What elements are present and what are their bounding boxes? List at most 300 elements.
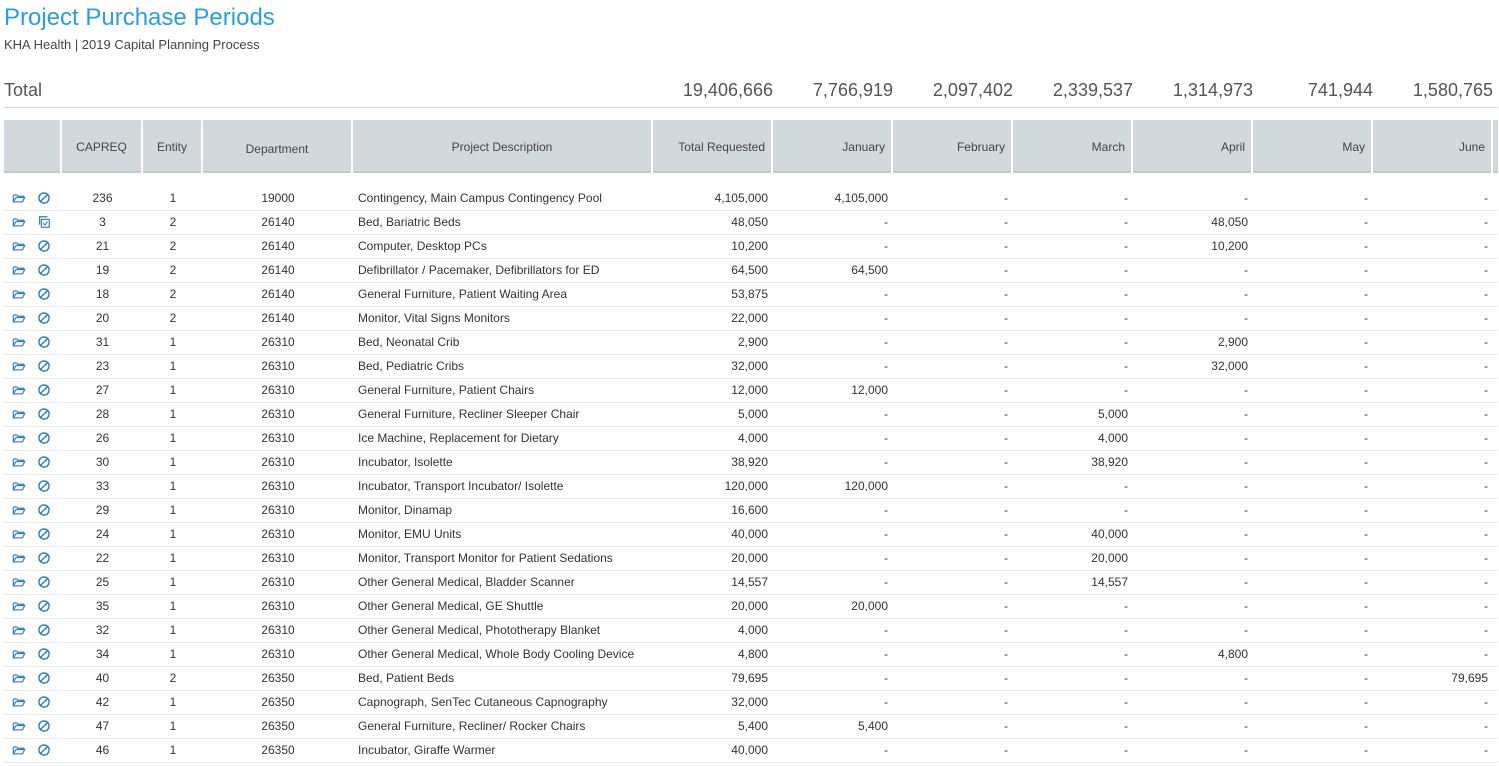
check-circle-icon[interactable]	[37, 359, 51, 373]
header-june[interactable]: June	[1373, 120, 1493, 173]
department-cell: 26350	[261, 719, 295, 733]
april-cell: -	[1244, 311, 1248, 325]
capreq-cell: 34	[95, 647, 110, 661]
june-cell: -	[1484, 239, 1488, 253]
folder-open-icon[interactable]	[12, 671, 26, 685]
check-circle-icon[interactable]	[37, 503, 51, 517]
february-cell: -	[1004, 695, 1008, 709]
folder-open-icon[interactable]	[12, 527, 26, 541]
february-cell: -	[1004, 503, 1008, 517]
folder-open-icon[interactable]	[12, 359, 26, 373]
total-requested-cell: 40,000	[731, 527, 768, 541]
march-cell: -	[1124, 503, 1128, 517]
may-cell: -	[1364, 263, 1368, 277]
table-row[interactable]	[4, 643, 1498, 667]
may-cell: -	[1364, 407, 1368, 421]
check-circle-icon[interactable]	[37, 719, 51, 733]
header-entity[interactable]: Entity	[143, 120, 203, 173]
table-header	[4, 120, 1498, 173]
february-cell: -	[1004, 527, 1008, 541]
may-cell: -	[1364, 719, 1368, 733]
june-cell: -	[1484, 215, 1488, 229]
description-cell: Incubator, Isolette	[358, 455, 453, 469]
table-row[interactable]	[4, 187, 1498, 211]
folder-open-icon[interactable]	[12, 743, 26, 757]
april-cell: -	[1244, 455, 1248, 469]
entity-cell: 1	[169, 191, 177, 205]
january-cell: 4,105,000	[834, 191, 888, 205]
march-cell: -	[1124, 191, 1128, 205]
february-cell: -	[1004, 383, 1008, 397]
june-cell: -	[1484, 359, 1488, 373]
folder-open-icon[interactable]	[12, 431, 26, 445]
march-cell: 20,000	[1091, 551, 1128, 565]
description-cell: Monitor, EMU Units	[358, 527, 462, 541]
june-cell: -	[1484, 263, 1488, 277]
check-circle-icon[interactable]	[37, 599, 51, 613]
february-cell: -	[1004, 599, 1008, 613]
folder-open-icon[interactable]	[12, 647, 26, 661]
april-cell: -	[1244, 431, 1248, 445]
description-cell: Ice Machine, Replacement for Dietary	[358, 431, 559, 445]
folder-open-icon[interactable]	[12, 311, 26, 325]
june-cell: -	[1484, 719, 1488, 733]
total-requested-cell: 2,900	[737, 335, 768, 349]
header-total-requested[interactable]: Total Requested	[653, 120, 773, 173]
table-row[interactable]	[4, 235, 1498, 259]
capreq-cell: 35	[95, 599, 110, 613]
department-cell: 26310	[261, 359, 295, 373]
check-circle-icon[interactable]	[37, 431, 51, 445]
may-cell: -	[1364, 239, 1368, 253]
table-row[interactable]	[4, 571, 1498, 595]
folder-open-icon[interactable]	[12, 695, 26, 709]
table-row[interactable]	[4, 379, 1498, 403]
department-cell: 26310	[261, 623, 295, 637]
department-cell: 26140	[261, 311, 295, 325]
february-cell: -	[1004, 623, 1008, 637]
june-cell: -	[1484, 743, 1488, 757]
capreq-cell: 30	[95, 455, 110, 469]
table-row[interactable]	[4, 547, 1498, 571]
total-requested-cell: 32,000	[731, 695, 768, 709]
folder-open-icon[interactable]	[12, 239, 26, 253]
total-requested-cell: 12,000	[731, 383, 768, 397]
description-cell: Other General Medical, GE Shuttle	[358, 599, 544, 613]
may-cell: -	[1364, 455, 1368, 469]
entity-cell: 1	[169, 407, 177, 421]
header-january[interactable]: January	[773, 120, 893, 173]
march-cell: -	[1124, 647, 1128, 661]
total-january-value: 7,766,919	[812, 80, 893, 100]
description-cell: Other General Medical, Phototherapy Blanket	[358, 623, 601, 637]
capreq-cell: 3	[99, 215, 106, 229]
may-cell: -	[1364, 383, 1368, 397]
entity-cell: 1	[169, 647, 177, 661]
june-cell: -	[1484, 599, 1488, 613]
march-cell: 38,920	[1091, 455, 1128, 469]
entity-cell: 1	[169, 575, 177, 589]
total-requested-cell: 32,000	[731, 359, 768, 373]
description-cell: Other General Medical, Whole Body Cooling Device	[358, 647, 635, 661]
table-row[interactable]	[4, 715, 1498, 739]
department-cell: 26350	[261, 743, 295, 757]
total-may-value: 741,944	[1307, 80, 1373, 100]
check-circle-icon[interactable]	[37, 311, 51, 325]
total-requested-cell: 14,557	[731, 575, 768, 589]
check-circle-icon[interactable]	[37, 455, 51, 469]
folder-open-icon[interactable]	[12, 287, 26, 301]
folder-open-icon[interactable]	[12, 503, 26, 517]
june-cell: -	[1484, 335, 1488, 349]
entity-cell: 1	[169, 551, 177, 565]
entity-cell: 1	[169, 503, 177, 517]
table-row[interactable]	[4, 403, 1498, 427]
april-cell: -	[1244, 407, 1248, 421]
description-cell: Other General Medical, Bladder Scanner	[358, 575, 575, 589]
january-cell: -	[884, 287, 888, 301]
total-requested-cell: 5,000	[737, 407, 768, 421]
check-circle-icon[interactable]	[37, 551, 51, 565]
february-cell: -	[1004, 287, 1008, 301]
folder-open-icon[interactable]	[12, 575, 26, 589]
february-cell: -	[1004, 191, 1008, 205]
check-circle-icon[interactable]	[37, 647, 51, 661]
june-cell: -	[1484, 695, 1488, 709]
capreq-cell: 27	[95, 383, 110, 397]
department-cell: 26310	[261, 647, 295, 661]
entity-cell: 1	[169, 455, 177, 469]
total-requested-cell: 10,200	[731, 239, 768, 253]
capreq-cell: 46	[95, 743, 110, 757]
check-circle-icon[interactable]	[37, 407, 51, 421]
january-cell: 120,000	[844, 479, 888, 493]
entity-cell: 2	[169, 311, 177, 325]
department-cell: 26310	[261, 455, 295, 469]
folder-open-icon[interactable]	[12, 719, 26, 733]
folder-open-icon[interactable]	[12, 479, 26, 493]
april-cell: -	[1244, 503, 1248, 517]
check-circle-icon[interactable]	[37, 575, 51, 589]
table-row[interactable]	[4, 667, 1498, 691]
description-cell: General Furniture, Recliner/ Rocker Chairs	[358, 719, 586, 733]
june-cell: -	[1484, 407, 1488, 421]
total-requested-value: 19,406,666	[682, 80, 773, 100]
capreq-cell: 20	[95, 311, 110, 325]
copy-icon[interactable]	[37, 215, 51, 229]
table-row[interactable]	[4, 211, 1498, 235]
may-cell: -	[1364, 527, 1368, 541]
table-row[interactable]	[4, 355, 1498, 379]
total-requested-cell: 4,800	[737, 647, 768, 661]
total-march-value: 2,339,537	[1052, 80, 1133, 100]
june-cell: -	[1484, 551, 1488, 565]
table-row[interactable]	[4, 451, 1498, 475]
february-cell: -	[1004, 551, 1008, 565]
april-cell: -	[1244, 575, 1248, 589]
folder-open-icon[interactable]	[12, 407, 26, 421]
total-requested-cell: 120,000	[724, 479, 768, 493]
total-requested-cell: 4,000	[737, 431, 768, 445]
table-row[interactable]	[4, 307, 1498, 331]
may-cell: -	[1364, 671, 1368, 685]
april-cell: -	[1244, 623, 1248, 637]
folder-open-icon[interactable]	[12, 455, 26, 469]
folder-open-icon[interactable]	[12, 551, 26, 565]
june-cell: -	[1484, 431, 1488, 445]
description-cell: General Furniture, Recliner Sleeper Chair	[358, 407, 580, 421]
check-circle-icon[interactable]	[37, 239, 51, 253]
department-cell: 26310	[261, 431, 295, 445]
department-cell: 26140	[261, 239, 295, 253]
april-cell: -	[1244, 671, 1248, 685]
check-circle-icon[interactable]	[37, 743, 51, 757]
january-cell: 12,000	[851, 383, 888, 397]
description-cell: Bed, Neonatal Crib	[358, 335, 460, 349]
table-row[interactable]	[4, 523, 1498, 547]
march-cell: -	[1124, 311, 1128, 325]
january-cell: -	[884, 311, 888, 325]
june-cell: 79,695	[1451, 671, 1488, 685]
description-cell: Incubator, Transport Incubator/ Isolette	[358, 479, 564, 493]
description-cell: Bed, Patient Beds	[358, 671, 455, 685]
department-cell: 26310	[261, 479, 295, 493]
check-circle-icon[interactable]	[37, 287, 51, 301]
may-cell: -	[1364, 599, 1368, 613]
entity-cell: 2	[169, 263, 177, 277]
capreq-cell: 40	[95, 671, 110, 685]
entity-cell: 2	[169, 287, 177, 301]
header-march[interactable]: March	[1013, 120, 1133, 173]
june-cell: -	[1484, 479, 1488, 493]
description-cell: Bed, Pediatric Cribs	[358, 359, 465, 373]
march-cell: -	[1124, 599, 1128, 613]
january-cell: 5,400	[857, 719, 888, 733]
table-row[interactable]	[4, 259, 1498, 283]
may-cell: -	[1364, 359, 1368, 373]
check-circle-icon[interactable]	[37, 191, 51, 205]
january-cell: -	[884, 671, 888, 685]
january-cell: -	[884, 551, 888, 565]
march-cell: -	[1124, 239, 1128, 253]
may-cell: -	[1364, 287, 1368, 301]
february-cell: -	[1004, 311, 1008, 325]
department-cell: 26140	[261, 263, 295, 277]
check-circle-icon[interactable]	[37, 527, 51, 541]
check-circle-icon[interactable]	[37, 335, 51, 349]
total-requested-cell: 16,600	[731, 503, 768, 517]
april-cell: -	[1244, 599, 1248, 613]
check-circle-icon[interactable]	[37, 383, 51, 397]
check-circle-icon[interactable]	[37, 695, 51, 709]
description-cell: General Furniture, Patient Chairs	[358, 383, 535, 397]
march-cell: -	[1124, 671, 1128, 685]
department-cell: 26310	[261, 575, 295, 589]
entity-cell: 1	[169, 719, 177, 733]
entity-cell: 1	[169, 335, 177, 349]
table-row[interactable]	[4, 331, 1498, 355]
capreq-cell: 42	[95, 695, 110, 709]
march-cell: -	[1124, 335, 1128, 349]
april-cell: 48,050	[1211, 215, 1248, 229]
january-cell: -	[884, 335, 888, 349]
april-cell: 2,900	[1217, 335, 1248, 349]
total-requested-cell: 20,000	[731, 551, 768, 565]
february-cell: -	[1004, 671, 1008, 685]
total-requested-cell: 48,050	[731, 215, 768, 229]
department-cell: 26310	[261, 335, 295, 349]
june-cell: -	[1484, 287, 1488, 301]
department-cell: 26310	[261, 599, 295, 613]
february-cell: -	[1004, 431, 1008, 445]
check-circle-icon[interactable]	[37, 623, 51, 637]
may-cell: -	[1364, 695, 1368, 709]
april-cell: -	[1244, 263, 1248, 277]
department-cell: 26350	[261, 695, 295, 709]
march-cell: -	[1124, 215, 1128, 229]
folder-open-icon[interactable]	[12, 599, 26, 613]
february-cell: -	[1004, 215, 1008, 229]
march-cell: -	[1124, 359, 1128, 373]
header-capreq[interactable]: CAPREQ	[62, 120, 143, 173]
entity-cell: 1	[169, 431, 177, 445]
page-title: Project Purchase Periods	[4, 4, 275, 31]
january-cell: -	[884, 623, 888, 637]
april-cell: -	[1244, 479, 1248, 493]
header-february[interactable]: February	[893, 120, 1013, 173]
folder-open-icon[interactable]	[12, 383, 26, 397]
may-cell: -	[1364, 479, 1368, 493]
table-row[interactable]	[4, 499, 1498, 523]
june-cell: -	[1484, 191, 1488, 205]
february-cell: -	[1004, 455, 1008, 469]
entity-cell: 1	[169, 383, 177, 397]
may-cell: -	[1364, 311, 1368, 325]
department-cell: 26140	[261, 287, 295, 301]
entity-cell: 2	[169, 671, 177, 685]
header-april[interactable]: April	[1133, 120, 1253, 173]
february-cell: -	[1004, 575, 1008, 589]
total-requested-cell: 20,000	[731, 599, 768, 613]
february-cell: -	[1004, 407, 1008, 421]
march-cell: -	[1124, 287, 1128, 301]
total-requested-cell: 22,000	[731, 311, 768, 325]
header-may[interactable]: May	[1253, 120, 1373, 173]
capreq-cell: 22	[95, 551, 110, 565]
department-cell: 26310	[261, 551, 295, 565]
march-cell: 4,000	[1097, 431, 1128, 445]
april-cell: -	[1244, 191, 1248, 205]
april-cell: 10,200	[1211, 239, 1248, 253]
department-cell: 26310	[261, 527, 295, 541]
entity-cell: 1	[169, 695, 177, 709]
folder-open-icon[interactable]	[12, 263, 26, 277]
total-label: Total	[4, 80, 43, 100]
may-cell: -	[1364, 623, 1368, 637]
description-cell: Monitor, Dinamap	[358, 503, 453, 517]
march-cell: 14,557	[1091, 575, 1128, 589]
description-cell: General Furniture, Patient Waiting Area	[358, 287, 567, 301]
january-cell: -	[884, 743, 888, 757]
description-cell: Monitor, Transport Monitor for Patient Sedations	[358, 551, 613, 565]
table-body	[4, 187, 1498, 763]
january-cell: -	[884, 239, 888, 253]
capreq-cell: 26	[95, 431, 110, 445]
april-cell: -	[1244, 551, 1248, 565]
folder-open-icon[interactable]	[12, 215, 26, 229]
entity-cell: 1	[169, 527, 177, 541]
january-cell: 64,500	[851, 263, 888, 277]
capreq-cell: 25	[95, 575, 110, 589]
april-cell: -	[1244, 383, 1248, 397]
table-row[interactable]	[4, 619, 1498, 643]
capreq-cell: 31	[95, 335, 110, 349]
may-cell: -	[1364, 191, 1368, 205]
march-cell: -	[1124, 479, 1128, 493]
table-row[interactable]	[4, 283, 1498, 307]
check-circle-icon[interactable]	[37, 671, 51, 685]
june-cell: -	[1484, 311, 1488, 325]
april-cell: 32,000	[1211, 359, 1248, 373]
january-cell: 20,000	[851, 599, 888, 613]
march-cell: -	[1124, 383, 1128, 397]
table-row[interactable]	[4, 691, 1498, 715]
may-cell: -	[1364, 551, 1368, 565]
check-circle-icon[interactable]	[37, 263, 51, 277]
capreq-cell: 28	[95, 407, 110, 421]
june-cell: -	[1484, 503, 1488, 517]
capreq-cell: 29	[95, 503, 110, 517]
may-cell: -	[1364, 503, 1368, 517]
table-row[interactable]	[4, 427, 1498, 451]
entity-cell: 2	[169, 215, 177, 229]
table-row[interactable]	[4, 739, 1498, 763]
march-cell: -	[1124, 623, 1128, 637]
department-cell: 26310	[261, 383, 295, 397]
department-cell: 26310	[261, 407, 295, 421]
february-cell: -	[1004, 239, 1008, 253]
total-june-value: 1,580,765	[1412, 80, 1493, 100]
folder-open-icon[interactable]	[12, 191, 26, 205]
table-row[interactable]	[4, 475, 1498, 499]
description-cell: Contingency, Main Campus Contingency Pool	[358, 191, 602, 205]
capreq-cell: 24	[95, 527, 110, 541]
folder-open-icon[interactable]	[12, 335, 26, 349]
january-cell: -	[884, 215, 888, 229]
header-project-description[interactable]: Project Description	[353, 120, 653, 173]
february-cell: -	[1004, 743, 1008, 757]
march-cell: 40,000	[1091, 527, 1128, 541]
may-cell: -	[1364, 215, 1368, 229]
january-cell: -	[884, 575, 888, 589]
total-requested-cell: 64,500	[731, 263, 768, 277]
department-cell: 26310	[261, 503, 295, 517]
february-cell: -	[1004, 647, 1008, 661]
entity-cell: 1	[169, 599, 177, 613]
description-cell: Incubator, Giraffe Warmer	[358, 743, 496, 757]
march-cell: -	[1124, 719, 1128, 733]
may-cell: -	[1364, 743, 1368, 757]
april-cell: -	[1244, 695, 1248, 709]
february-cell: -	[1004, 719, 1008, 733]
folder-open-icon[interactable]	[12, 623, 26, 637]
check-circle-icon[interactable]	[37, 479, 51, 493]
header-department[interactable]: Department	[203, 120, 353, 173]
table-row[interactable]	[4, 595, 1498, 619]
april-cell: -	[1244, 743, 1248, 757]
january-cell: -	[884, 647, 888, 661]
february-cell: -	[1004, 359, 1008, 373]
